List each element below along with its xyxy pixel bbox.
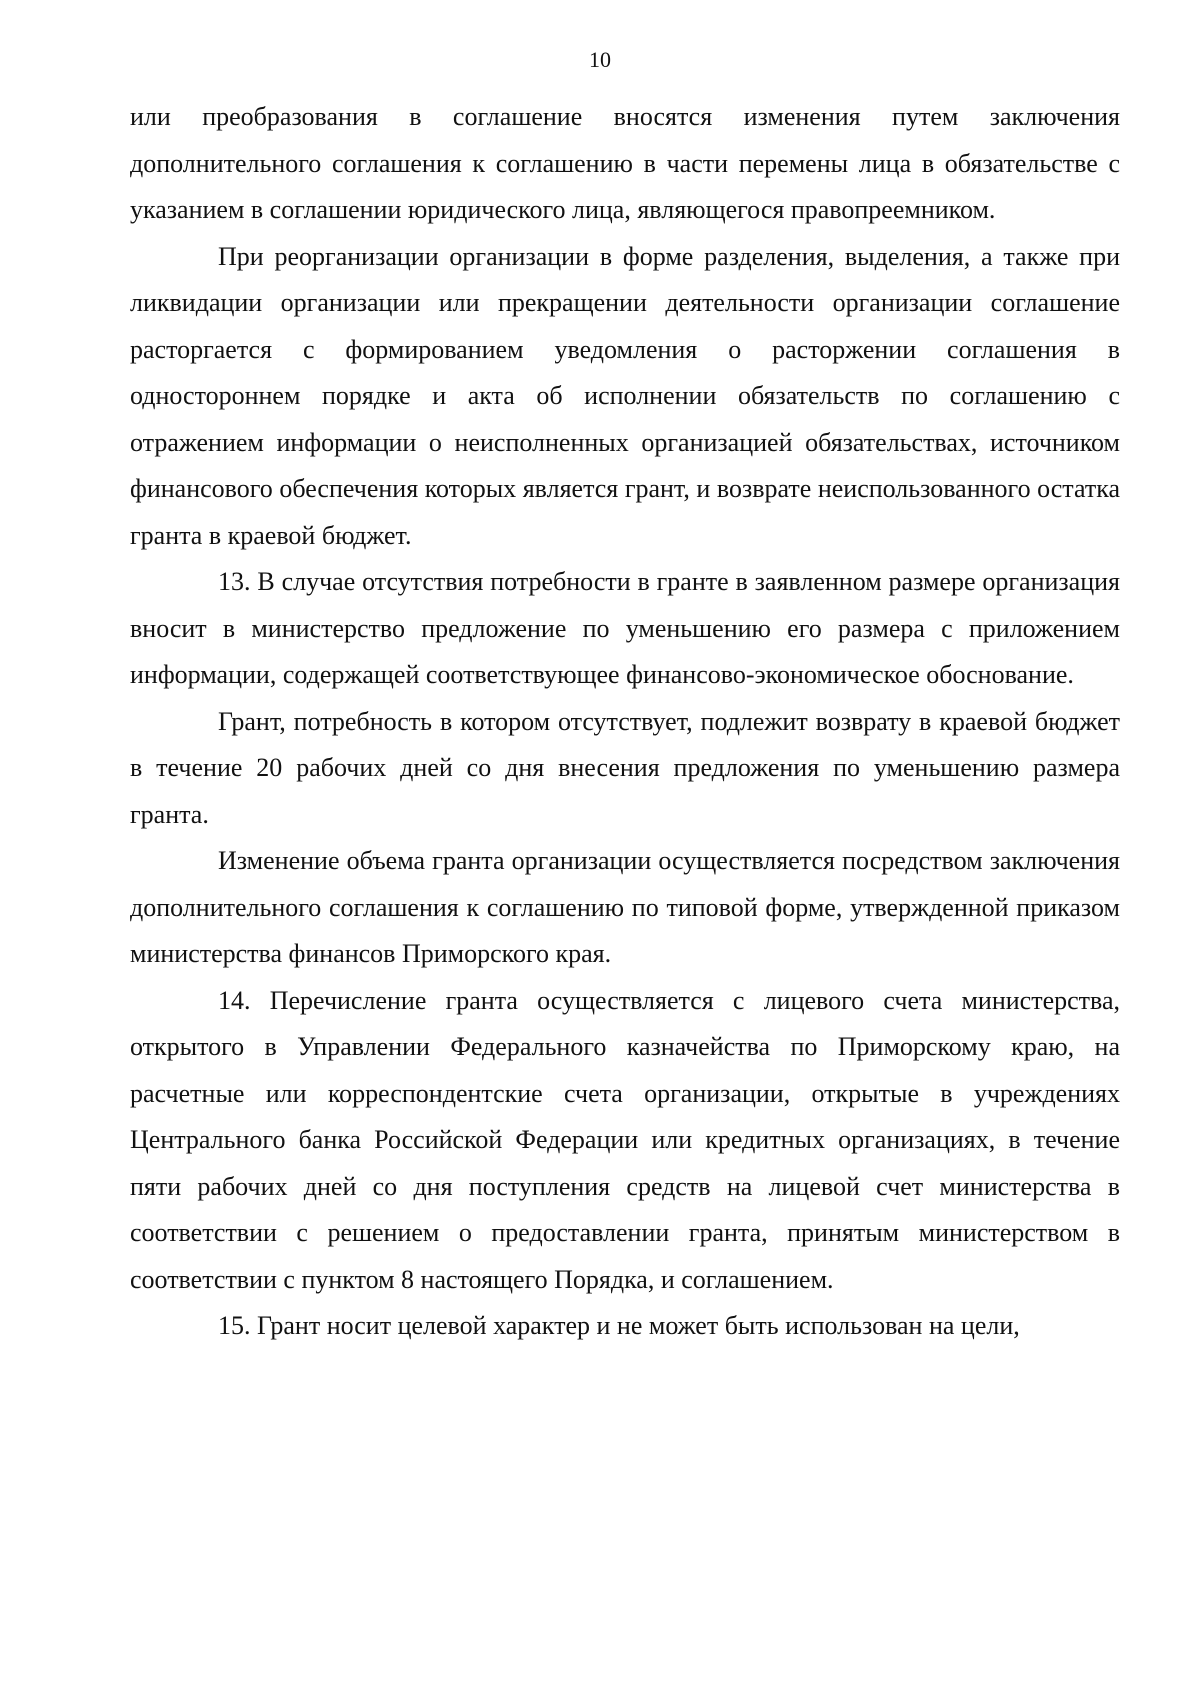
paragraph-item-14: 14. Перечисление гранта осуществляется с лицевого счета министерства, открытого в Управлении Федерального казначейства по Приморскому краю, на расчетные или корреспондентские счета организации, открытые в учреждениях Центрального банка Российской Федерации или кредитных организациях, в течение пяти рабочих дней со дня поступления средств на лицевой счет министерства в соответствии с решением о предоставлении гранта, принятым министерством в соответствии с пунктом 8 настоящего Порядка, и соглашением.	[130, 985, 1120, 1294]
paragraph-item-13: 13. В случае отсутствия потребности в гранте в заявленном размере организация вносит в министерство предложение по уменьшению его размера с приложением информации, содержащей соответствующее финансово-экономическое обоснование.	[130, 567, 1120, 689]
paragraph-item-15: 15. Грант носит целевой характер и не может быть использован на цели,	[218, 1311, 1020, 1340]
paragraph-grant-return: Грант, потребность в котором отсутствует, подлежит возврату в краевой бюджет в течение 20 рабочих дней со дня внесения предложения по уменьшению размера гранта.	[130, 706, 1120, 829]
page-number: 10	[589, 47, 611, 72]
paragraph-continuation: или преобразования в соглашение вносятся изменения путем заключения дополнительного соглашения к соглашению в части перемены лица в обязательстве с указанием в соглашении юридического лица, являющегося правопреемником.	[130, 102, 1120, 224]
document-body	[130, 94, 1120, 1350]
paragraph-grant-volume-change: Изменение объема гранта организации осуществляется посредством заключения дополнительного соглашения к соглашению по типовой форме, утвержденной приказом министерства финансов Приморского края.	[130, 846, 1120, 968]
paragraph-reorganization: При реорганизации организации в форме разделения, выделения, а также при ликвидации организации или прекращении деятельности организации соглашение расторгается с формированием уведомления о расторжении соглашения в одностороннем порядке и акта об исполнении обязательств по соглашению с отражением информации о неисполненных организацией обязательствах, источником финансового обеспечения которых является грант, и возврате неиспользованного остатка гранта в краевой бюджет.	[130, 241, 1120, 550]
